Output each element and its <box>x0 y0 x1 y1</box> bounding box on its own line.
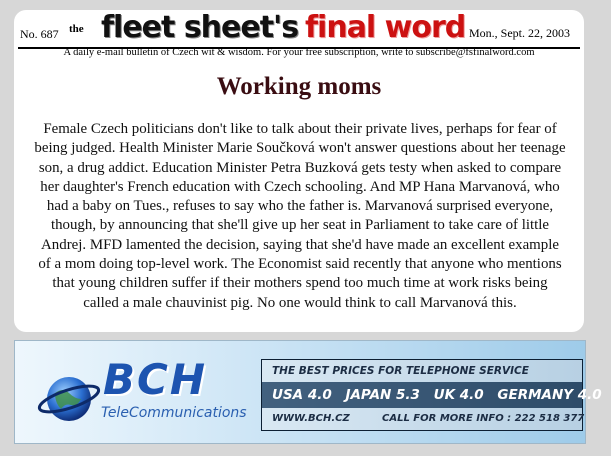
price-uk: UK 4.0 <box>433 387 484 403</box>
masthead <box>14 10 584 48</box>
article-body: Female Czech politicians don't like to talk about their private lives, perhaps for fear of being judged. Health Minister Marie Součková won't answer questions about her teenage son, a drug addict. Education Minister Petra Buzková gets testy when asked to compare her daughter's French education with Czech schooling. And MP Hana Marvanová, who had a baby on Tues., refuses to say who the father is. Marvanová surprised everyone, though, by announcing that she'll give up her seat in Parliament to take care of little Andrej. MFD lamented the decision, saying that she'd have made an excellent example of a mom doing top-level work. The Economist said recently that anyone who mentions that young children suffer if their mothers spend too much time at work risks being called a male chauvinist pig. No one would think to call Marvanová this. <box>34 121 566 311</box>
website-link[interactable]: WWW.BCH.CZ <box>272 413 350 424</box>
issue-date: Mon., Sept. 22, 2003 <box>468 26 570 40</box>
masthead-the: the <box>69 23 84 35</box>
issue-number: No. 687 <box>20 27 59 41</box>
price-list <box>262 382 602 408</box>
globe-icon <box>37 365 101 429</box>
price-usa: USA 4.0 <box>272 387 332 403</box>
call-info: CALL FOR MORE INFO : 222 518 377 <box>382 413 585 424</box>
bch-logo-subtitle: TeleCommunications <box>101 405 247 421</box>
promo-footer <box>262 408 585 430</box>
bch-logo: BCH <box>103 355 207 404</box>
bch-advertisement[interactable] <box>14 340 602 444</box>
brand-name-dark: fleet sheet's <box>101 10 299 45</box>
tagline: A daily e-mail bulletin of Czech wit & wisdom. For your free subscription, write to subscribe@fsfinalword.com <box>63 47 535 58</box>
newsletter-card <box>14 10 584 332</box>
price-japan: JAPAN 5.3 <box>345 387 420 403</box>
article-title: Working moms <box>216 73 382 100</box>
promo-headline: THE BEST PRICES FOR TELEPHONE SERVICE <box>262 360 582 382</box>
brand-name-red: final word <box>305 10 466 45</box>
price-germany: GERMANY 4.0 <box>497 387 602 403</box>
promo-panel <box>261 359 602 431</box>
